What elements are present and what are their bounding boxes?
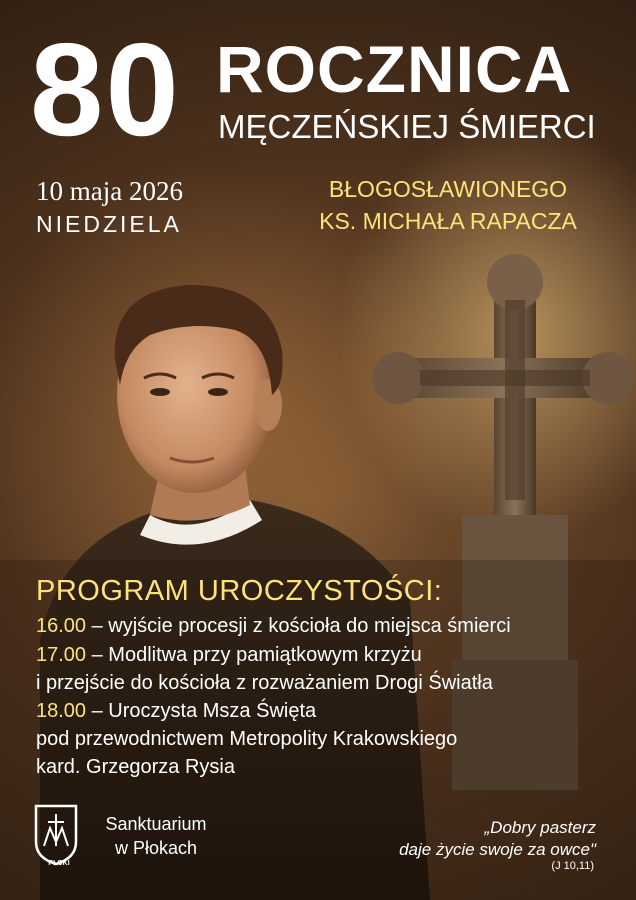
- sanctuary-logo-icon: [32, 802, 80, 866]
- program-text: kard. Grzegorza Rysia: [36, 756, 235, 778]
- program-heading: PROGRAM UROCZYSTOŚCI:: [36, 575, 443, 607]
- program-text: pod przewodnictwem Metropolity Krakowskiego: [36, 728, 458, 750]
- quote-line1: „Dobry pasterz: [484, 818, 596, 837]
- blessed-title-line1: BŁOGOSŁAWIONEGO: [328, 176, 568, 202]
- program-time: 18.00: [36, 700, 87, 722]
- program-time: 17.00: [36, 644, 87, 666]
- program-text: – Modlitwa przy pamiątkowym krzyżu: [86, 644, 422, 666]
- event-day: NIEDZIELA: [36, 211, 182, 237]
- page-title: ROCZNICA: [216, 32, 573, 106]
- sanctuary-line1: Sanktuarium: [105, 814, 207, 834]
- event-date: 10 maja 2026: [36, 176, 183, 206]
- program-text: – Uroczysta Msza Święta: [86, 700, 317, 722]
- program-item: [36, 672, 493, 695]
- page-subtitle: MĘCZEŃSKIEJ ŚMIERCI: [218, 108, 596, 145]
- quote-line2: daje życie swoje za owce": [399, 840, 596, 859]
- program-item: [36, 728, 457, 751]
- blessed-title-line2: KS. MICHAŁA RAPACZA: [319, 208, 577, 234]
- logo-label: PŁOKI: [48, 860, 70, 867]
- program-text: i przejście do kościoła z rozważaniem Drogi Światła: [36, 672, 493, 694]
- program-text: – wyjście procesji z kościoła do miejsca śmierci: [86, 615, 511, 637]
- program-item: [36, 756, 235, 779]
- anniversary-number: 80: [30, 16, 181, 163]
- sanctuary-line2: w Płokach: [114, 838, 198, 858]
- program-item: [36, 700, 316, 723]
- program-item: [36, 644, 422, 667]
- program-item: [36, 615, 511, 638]
- quote-reference: (J 10,11): [551, 860, 594, 872]
- program-time: 16.00: [36, 615, 87, 637]
- sanctuary-name: [96, 812, 216, 860]
- bible-quote: [399, 817, 596, 861]
